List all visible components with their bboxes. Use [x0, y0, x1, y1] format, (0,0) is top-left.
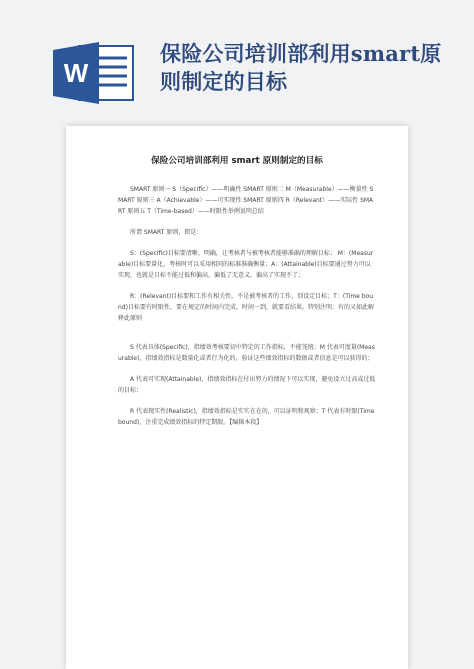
header-title: 保险公司培训部利用smart原则制定的目标 — [160, 41, 442, 94]
document-body — [118, 184, 376, 438]
word-icon-letter: W — [63, 58, 89, 88]
paragraph: A 代表可实现(Attainable)，指绩效指标在付出努力的情况下可以实现，避免设立过高或过低的目标； — [118, 376, 376, 394]
document-title: 保险公司培训部利用 smart 原则制定的目标 — [151, 156, 323, 166]
paragraph: S 代表具体(Specific)，指绩效考核要切中特定的工作指标，不能笼统；M 代表可度量(Measurable)，指绩效指标是数量化或者行为化的，验证这些绩效指标的数据或者信息是可以获得的； — [118, 344, 375, 362]
word-document-icon — [53, 42, 135, 104]
paragraph: S：(Specific)目标要清晰、明确，让考核者与被考核者能够准确的理解目标； M：(Measurable)目标要量化，考核时可以采用相同的标准准确衡量；A：(Attainable)目标要通过努力可以实现，也就是目标不能过低和偏高，偏低了无意义，偏高了实现不了； — [118, 250, 374, 279]
paragraph: R：(Relevant)目标要和工作有相关性，不是被考核者的工作，别设定目标；T：(Time bound)目标要有时限性，要在规定的时间内完成，时间一到，就要看结果。特别注明：有的又如此解释此原则 — [118, 293, 374, 322]
paragraph: 所谓 SMART 原则，即是： — [130, 229, 203, 236]
page-header — [0, 0, 474, 118]
paragraph: R 代表现实性(Realistic)，指绩效指标是实实在在的，可以证明和观察；T 代表有时限(Timebound)，注重完成绩效指标的特定期限。【编辑本段】 — [118, 408, 375, 426]
document-page — [66, 126, 408, 669]
paragraph: SMART 原则一 S（Specific）——明确性 SMART 原则二 M（Measurable）——衡量性 SMART 原则三 A（Achievable）——可实现性 SMART 原则四 R（Relevant）——实际性 SMART 原则五 T（Time-based）——时限性举例说明总结 — [118, 186, 374, 215]
